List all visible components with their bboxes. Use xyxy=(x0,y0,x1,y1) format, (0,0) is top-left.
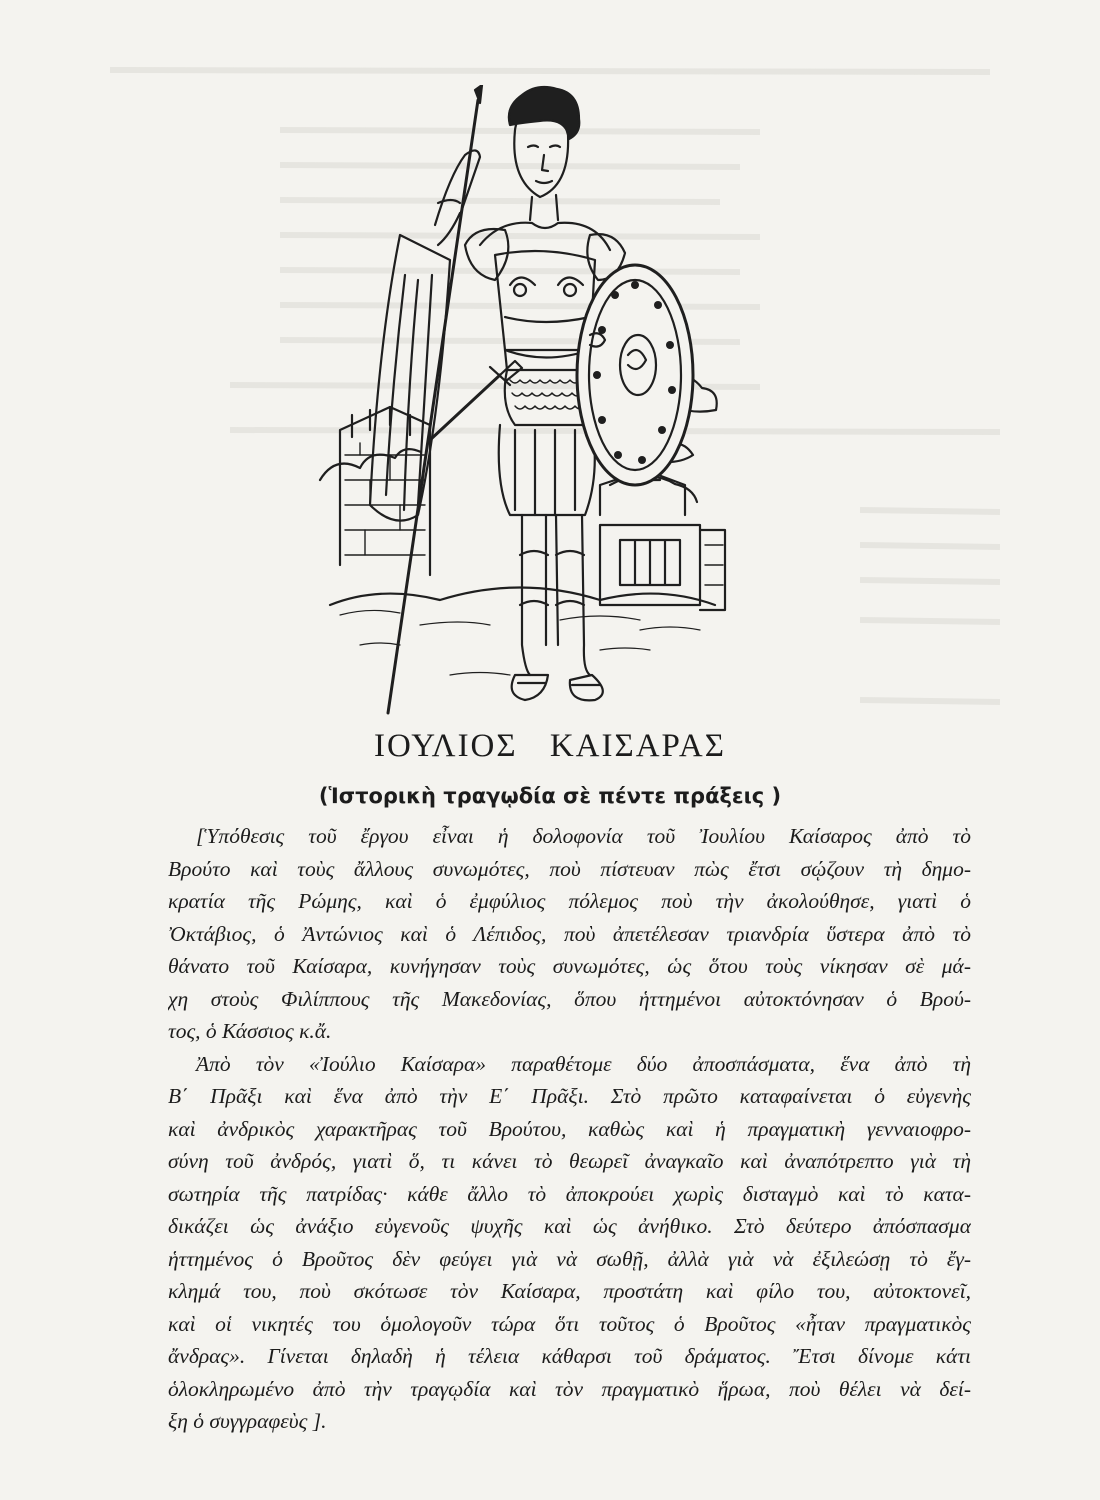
paragraph-2-line: ἡττημένος ὁ Βροῦτος δὲν φεύγει γιὰ νὰ σωθῇ, ἀλλὰ γιὰ νὰ ἐξιλεώσῃ τὸ ἔγ- xyxy=(168,1246,971,1271)
paragraph-2-line: Β΄ Πρᾶξι καὶ ἕνα ἀπὸ τὴν Ε΄ Πρᾶξι. Στὸ πρῶτο καταφαίνεται ὁ εὐγενὴς xyxy=(168,1084,971,1108)
page-title: ΙΟΥΛΙΟΣ ΚΑΙΣΑΡΑΣ xyxy=(374,728,726,764)
paragraph-2-line: ξη ὁ συγγραφεὺς ]. xyxy=(168,1409,327,1433)
paragraph-1-line: κρατία τῆς Ρώμης, καὶ ὁ ἐμφύλιος πόλεμος ποὺ τὴν ἀκολούθησε, γιατὶ ὁ xyxy=(168,889,971,913)
paragraph-1-line: Ὀκτάβιος, ὁ Ἀντώνιος καὶ ὁ Λέπιδος, ποὺ ἀπετέλεσαν τριανδρία ὕστερα ἀπὸ τὸ xyxy=(168,921,971,946)
page-subtitle: (Ἱστορικὴ τραγῳδία σὲ πέντε πράξεις ) xyxy=(318,784,782,808)
paragraph-2-line: σύνη τοῦ ἀνδρός, γιατὶ ὅ, τι κάνει τὸ θεωρεῖ ἀναγκαῖο καὶ ἀναπότρεπτο γιὰ τὴ xyxy=(168,1149,971,1173)
roman-soldier-illustration-icon xyxy=(300,85,730,725)
paragraph-2-line: ὁλοκληρωμένο ἀπὸ τὴν τραγῳδία καὶ τὸν πραγματικὸ ἥρωα, ποὺ θέλει νὰ δεί- xyxy=(168,1376,971,1401)
paragraph-2-line: καὶ ἀνδρικὸς χαρακτῆρας τοῦ Βρούτου, καθὼς καὶ ἡ πραγματικὴ γενναιοφρο- xyxy=(168,1116,971,1141)
paragraph-1-line: Βρούτο καὶ τοὺς ἄλλους συνωμότες, ποὺ πίστευαν πὼς ἔτσι σῴζουν τὴ δημο- xyxy=(168,856,971,881)
paragraph-2-line: κλημά του, ποὺ σκότωσε τὸν Καίσαρα, προστάτη καὶ φίλο του, αὐτοκτονεῖ, xyxy=(168,1279,971,1303)
paragraph-2-line: Ἀπὸ τὸν «Ἰούλιο Καίσαρα» παραθέτομε δύο ἀποσπάσματα, ἕνα ἀπὸ τὴ xyxy=(196,1051,971,1076)
paragraph-1-line: θάνατο τοῦ Καίσαρα, κυνήγησαν τοὺς συνωμότες, ὡς ὅτου τοὺς νίκησαν σὲ μά- xyxy=(168,954,971,978)
paragraph-1-line: τος, ὁ Κάσσιος κ.ἄ. xyxy=(168,1019,332,1043)
paragraph-2-line: σωτηρία τῆς πατρίδας· κάθε ἄλλο τὸ ἀποκρούει χωρὶς δισταγμὸ καὶ τὸ κατα- xyxy=(168,1181,971,1206)
paragraph-1-line: [Ὑπόθεσις τοῦ ἔργου εἶναι ἡ δολοφονία τοῦ Ἰουλίου Καίσαρος ἀπὸ τὸ xyxy=(196,824,971,848)
paragraph-2-line: καὶ οἱ νικητές του ὁμολογοῦν τώρα ὅτι τοῦτος ὁ Βροῦτος «ἦταν πραγματικὸς xyxy=(168,1311,971,1336)
synopsis-text xyxy=(168,820,971,1438)
paragraph-2-line: δικάζει ὡς ἀνάξιο εὐγενοῦς ψυχῆς καὶ ὡς ἀνήθικο. Στὸ δεύτερο ἀπόσπασμα xyxy=(168,1214,971,1238)
paragraph-2-line: ἄνδρας». Γίνεται δηλαδὴ ἡ τέλεια κάθαρσι τοῦ δράματος. Ἔτσι δίνομε κάτι xyxy=(168,1344,971,1368)
paragraph-1-line: χη στοὺς Φιλίππους τῆς Μακεδονίας, ὅπου ἡττημένοι αὐτοκτόνησαν ὁ Βρού- xyxy=(168,986,971,1011)
